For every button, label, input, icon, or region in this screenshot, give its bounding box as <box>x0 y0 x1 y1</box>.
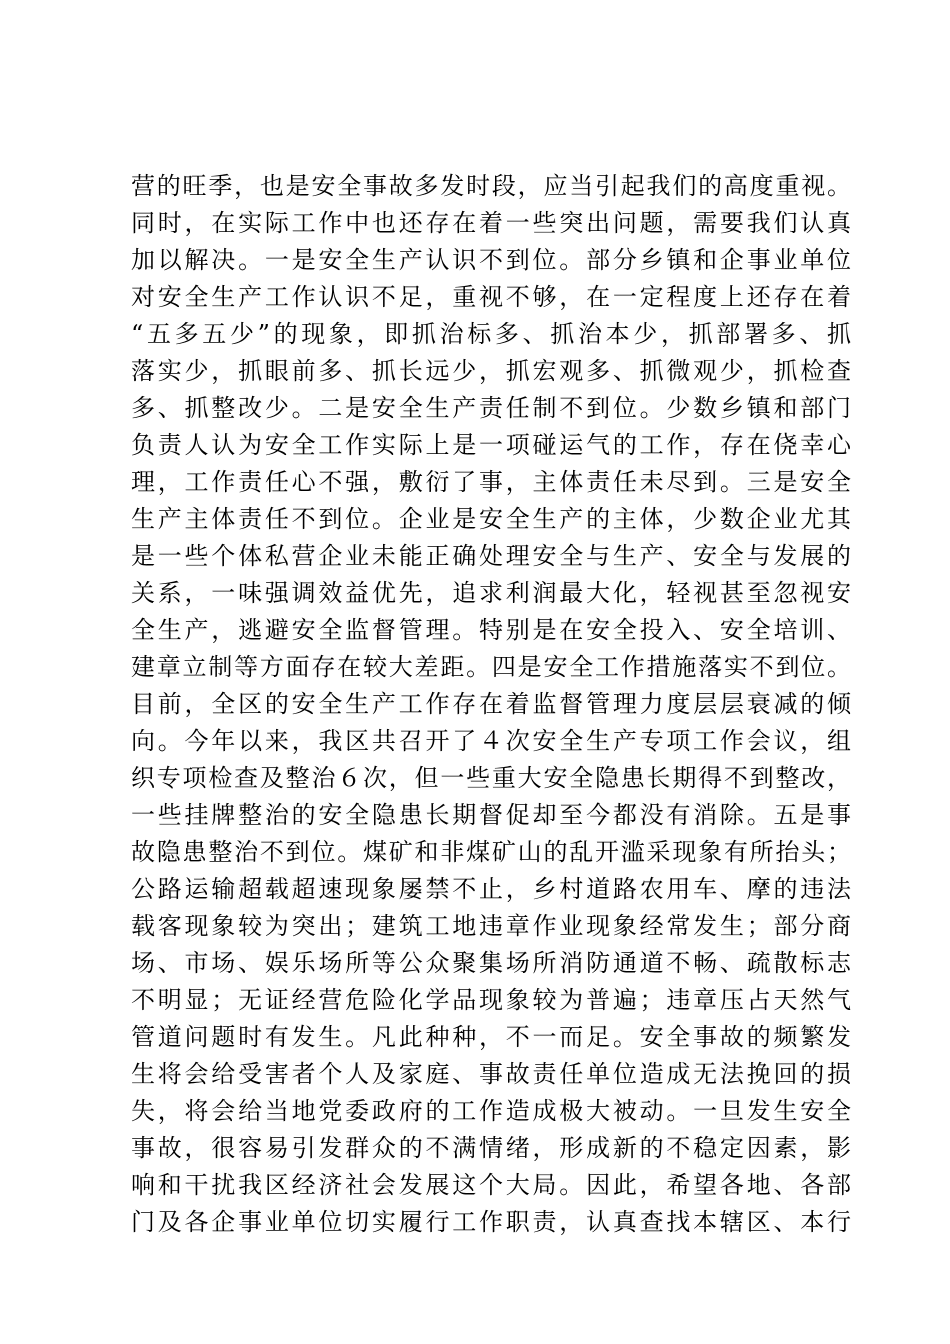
body-text-line: 场、市场、娱乐场所等公众聚集场所消防通道不畅、疏散标志 <box>131 949 851 977</box>
body-text-line: 故隐患整治不到位。煤矿和非煤矿山的乱开滥采现象有所抬头； <box>131 838 851 866</box>
body-text-line: 公路运输超载超速现象屡禁不止，乡村道路农用车、摩的违法 <box>131 875 851 903</box>
body-text-line: 理，工作责任心不强，敷衍了事，主体责任未尽到。三是安全 <box>131 468 851 496</box>
body-text-line: 是一些个体私营企业未能正确处理安全与生产、安全与发展的 <box>131 542 851 570</box>
body-text-line: 加以解决。一是安全生产认识不到位。部分乡镇和企事业单位 <box>131 246 851 274</box>
body-text-line: 生将会给受害者个人及家庭、事故责任单位造成无法挽回的损 <box>131 1060 851 1088</box>
body-text-line: 关系，一味强调效益优先，追求利润最大化，轻视甚至忽视安 <box>131 579 851 607</box>
body-text-line: 失，将会给当地党委政府的工作造成极大被动。一旦发生安全 <box>131 1097 851 1125</box>
body-text-line: 落实少，抓眼前多、抓长远少，抓宏观多、抓微观少，抓检查 <box>131 357 851 385</box>
body-text-line: 载客现象较为突出；建筑工地违章作业现象经常发生；部分商 <box>131 912 851 940</box>
body-text-line: 对安全生产工作认识不足，重视不够，在一定程度上还存在着 <box>131 283 851 311</box>
body-text-line: 建章立制等方面存在较大差距。四是安全工作措施落实不到位。 <box>131 653 851 681</box>
body-text-line: 事故，很容易引发群众的不满情绪，形成新的不稳定因素，影 <box>131 1134 851 1162</box>
body-text-line: 向。今年以来，我区共召开了４次安全生产专项工作会议，组 <box>131 727 851 755</box>
body-text-line: 目前，全区的安全生产工作存在着监督管理力度层层衰减的倾 <box>131 690 851 718</box>
body-text-line: 门及各企事业单位切实履行工作职责，认真查找本辖区、本行 <box>131 1208 851 1236</box>
body-text-line: 全生产，逃避安全监督管理。特别是在安全投入、安全培训、 <box>131 616 851 644</box>
body-text-line: 织专项检查及整治６次，但一些重大安全隐患长期得不到整改， <box>131 764 851 792</box>
body-text-line: 负责人认为安全工作实际上是一项碰运气的工作，存在侥幸心 <box>131 431 851 459</box>
body-text-line: 多、抓整改少。二是安全生产责任制不到位。少数乡镇和部门 <box>131 394 851 422</box>
body-text-line: 管道问题时有发生。凡此种种，不一而足。安全事故的频繁发 <box>131 1023 851 1051</box>
body-text-line: 同时，在实际工作中也还存在着一些突出问题，需要我们认真 <box>131 209 851 237</box>
body-text-line: 不明显；无证经营危险化学品现象较为普遍；违章压占天然气 <box>131 986 851 1014</box>
body-text-line: 响和干扰我区经济社会发展这个大局。因此，希望各地、各部 <box>131 1171 851 1199</box>
body-text-line: 营的旺季，也是安全事故多发时段，应当引起我们的高度重视。 <box>131 172 851 200</box>
body-text-line: 一些挂牌整治的安全隐患长期督促却至今都没有消除。五是事 <box>131 801 851 829</box>
body-text-line: 生产主体责任不到位。企业是安全生产的主体，少数企业尤其 <box>131 505 851 533</box>
body-text-line: “五多五少”的现象，即抓治标多、抓治本少，抓部署多、抓 <box>131 320 851 348</box>
